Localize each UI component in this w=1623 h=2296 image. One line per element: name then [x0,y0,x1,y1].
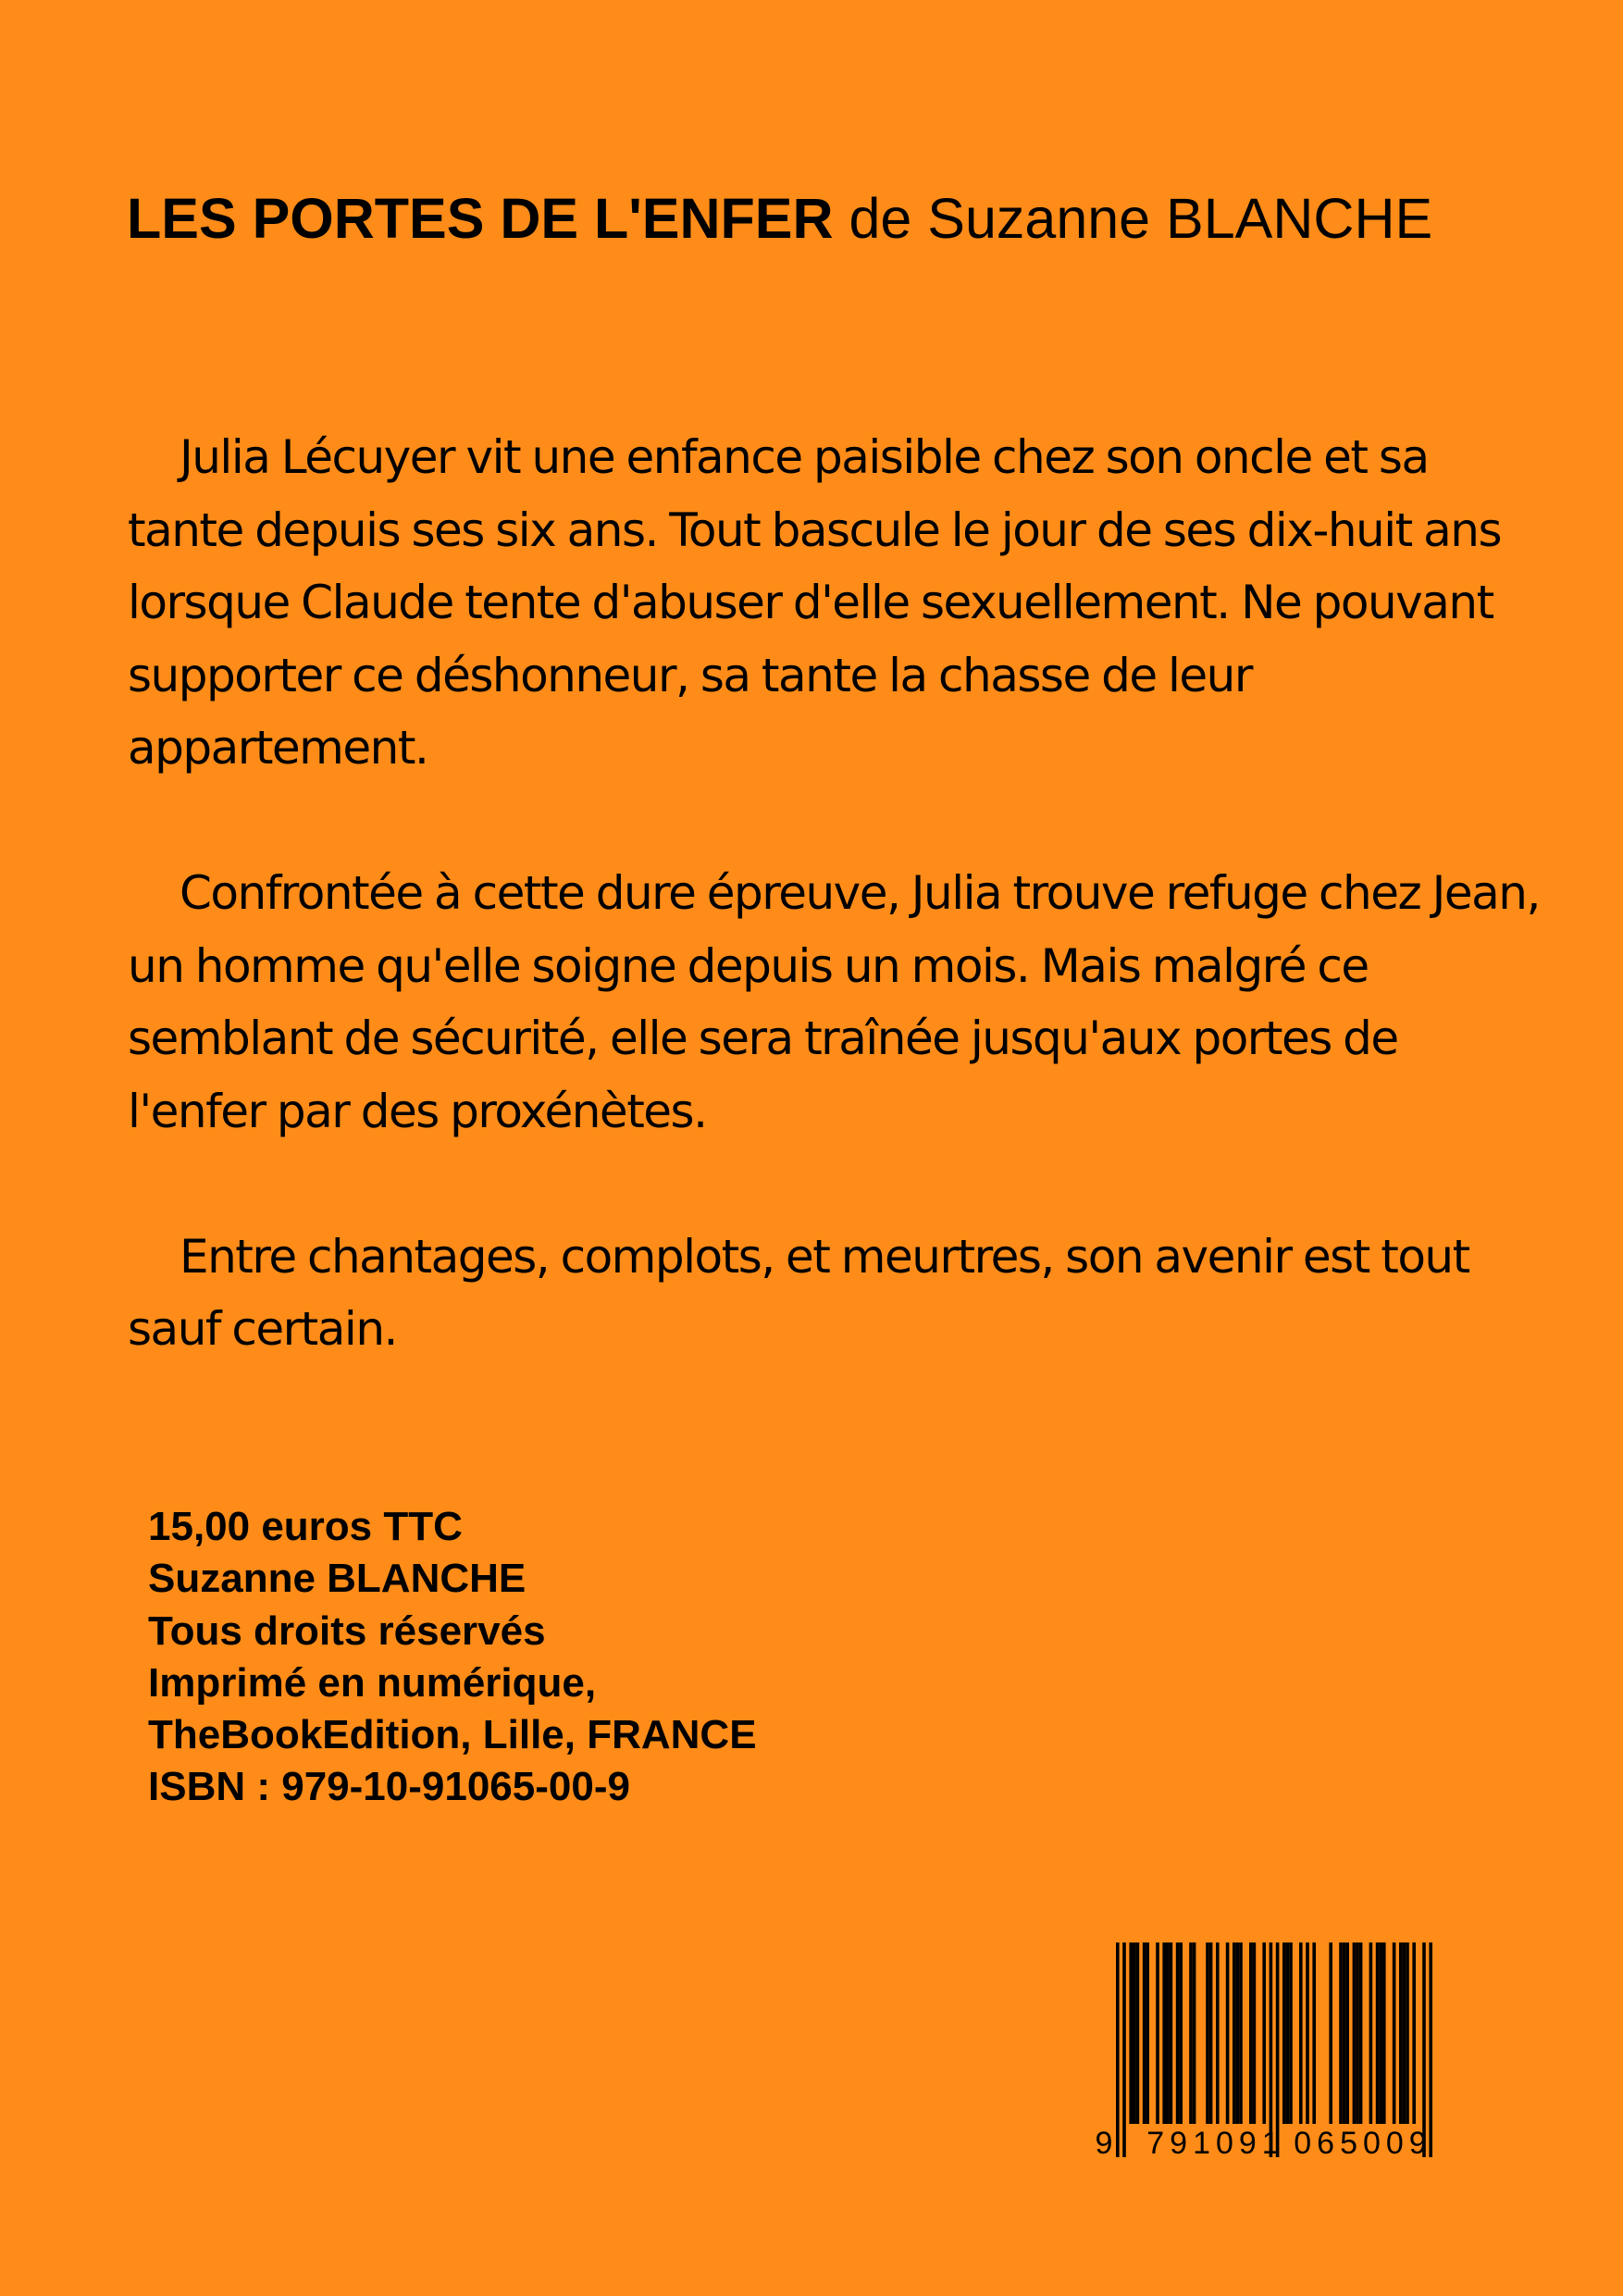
barcode-bar [1412,1942,1416,2124]
title-text: LES PORTES DE L'ENFER [127,187,834,250]
barcode-bar [1345,1942,1349,2124]
barcode-bar [1216,1942,1220,2124]
publication-info [148,1501,757,1814]
barcode-bar [1353,1942,1357,2124]
barcode-bar [1329,1942,1332,2124]
barcode-digit-lead: 9 [1095,2126,1113,2157]
barcode-bar [1189,1942,1193,2124]
barcode-bar [1116,1942,1120,2157]
barcode-bar [1179,1942,1183,2124]
barcode-bar [1162,1942,1166,2124]
synopsis-paragraph: Confrontée à cette dure épreuve, Julia trouve refuge chez Jean, un homme qu'elle soigne depuis un mois. Mais malgré ce semblant de sécurité, elle sera traînée jusqu'aux portes de l'enfer par des proxénètes. [128,866,1540,1138]
barcode-bar [1133,1942,1136,2124]
print-notice: Imprimé en numérique, [148,1659,597,1706]
isbn-barcode [1095,1942,1454,2157]
isbn: ISBN : 979-10-91065-00-9 [148,1764,630,1810]
barcode-bar [1406,1942,1409,2124]
barcode-bar [1136,1942,1140,2124]
barcode-bar [1122,1942,1126,2157]
barcode-bar [1239,1942,1243,2124]
synopsis-paragraph: Entre chantages, complots, et meurtres, son avenir est tout sauf certain. [128,1229,1469,1356]
barcode-digits-right: 065009 [1294,2126,1432,2157]
barcode-bar [1170,1942,1173,2124]
synopsis [128,421,1543,1438]
barcode-digits-left: 791091 [1146,2126,1285,2157]
barcode-bar [1306,1942,1309,2124]
barcode-bar [1233,1942,1236,2124]
barcode-bar [1399,1942,1403,2124]
barcode-bar [1289,1942,1293,2124]
barcode-bar [1143,1942,1146,2124]
barcode-bar [1369,1942,1373,2124]
synopsis-paragraph: Julia Lécuyer vit une enfance paisible chez son oncle et sa tante depuis ses six ans. Tout bascule le jour de ses dix-huit ans lorsque Claude tente d'abuser d'elle sexuellement. Ne pouvant supporter ce déshonneur, sa tante la chasse de leur appartement. [128,430,1502,775]
barcode-bar [1226,1942,1230,2124]
barcode-bar [1376,1942,1380,2124]
barcode-bar [1403,1942,1406,2124]
author-byline: de Suzanne BLANCHE [833,187,1433,250]
barcode-bar [1156,1942,1159,2124]
barcode-bar [1262,1942,1266,2124]
barcode-bar [1209,1942,1213,2124]
barcode-bar [1339,1942,1343,2124]
barcode-bar [1253,1942,1257,2124]
barcode-bar [1343,1942,1346,2124]
barcode-bar [1129,1942,1133,2124]
barcode-bar [1356,1942,1359,2124]
barcode-bar [1282,1942,1286,2124]
barcode-bar [1146,1942,1149,2124]
barcode-bar [1299,1942,1303,2124]
barcode-bar [1382,1942,1386,2124]
author-name: Suzanne BLANCHE [148,1556,527,1602]
barcode-bar [1249,1942,1253,2124]
barcode-bar [1393,1942,1396,2124]
barcode-bar [1359,1942,1363,2124]
price: 15,00 euros TTC [148,1504,463,1549]
publisher: TheBookEdition, Lille, FRANCE [148,1712,757,1758]
rights-notice: Tous droits réservés [148,1607,546,1654]
book-title [127,181,1533,255]
barcode-bar [1206,1942,1209,2124]
barcode-bar [1193,1942,1196,2124]
barcode-bar [1379,1942,1382,2124]
barcode-bar [1166,1942,1170,2124]
barcode-bar [1312,1942,1316,2124]
barcode-bar [1286,1942,1290,2124]
barcode-bar [1176,1942,1180,2124]
barcode-bar [1236,1942,1240,2124]
